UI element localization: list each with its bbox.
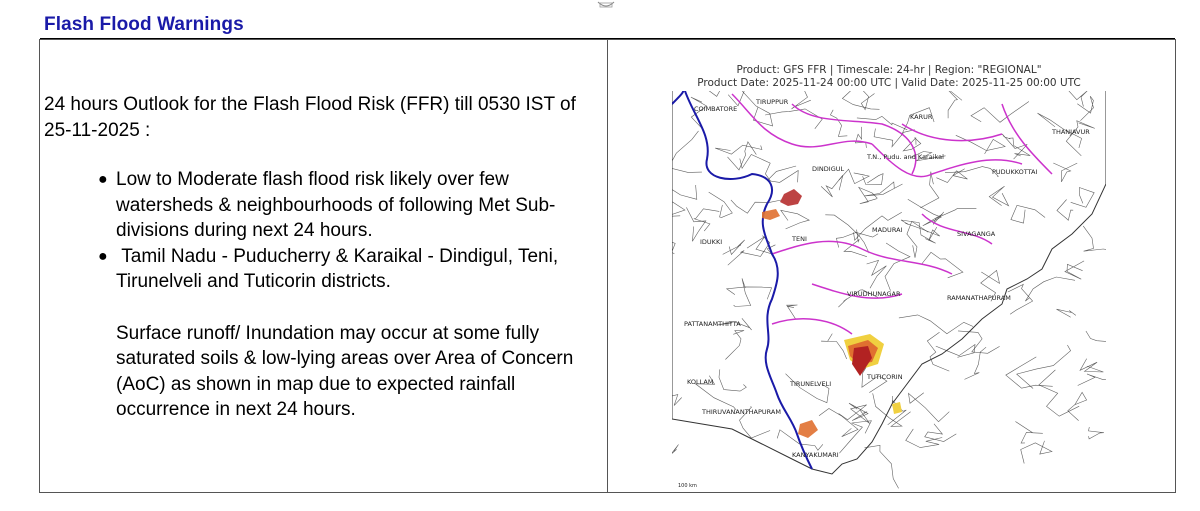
map-header-dates: Product Date: 2025-11-24 00:00 UTC | Valid Date: 2025-11-25 00:00 UTC: [697, 76, 1081, 89]
map-label-kollam: KOLLAM: [687, 378, 714, 386]
emblem-icon: [584, 0, 628, 10]
map-label-sivaganga: SIVAGANGA: [957, 230, 996, 238]
outlook-bullet-1: [72, 167, 604, 244]
map-label-kanyakumari: KANYAKUMARI: [792, 451, 839, 459]
ffr-map-canvas: [672, 64, 1106, 489]
map-label-pathanamthitta: PATTANAMTHITTA: [684, 320, 741, 328]
map-header-product: Product: GFS FFR | Timescale: 24-hr | Region: "REGIONAL": [736, 64, 1042, 76]
map-label-dindigul: DINDIGUL: [812, 165, 845, 173]
map-label-coimbatore: COIMBATORE: [694, 105, 738, 113]
map-label-tirunelveli: TIRUNELVELI: [790, 380, 832, 388]
ffr-map: [672, 64, 1106, 489]
table-column-divider: [607, 39, 608, 493]
outlook-bullets: [44, 167, 604, 295]
bullet-icon: ●: [98, 171, 108, 188]
map-label-ramanathapuram: RAMANATHAPURAM: [947, 294, 1011, 302]
map-label-thiruvananthapuram: THIRUVANANTHAPURAM: [702, 408, 781, 416]
bullet-icon: ●: [98, 247, 108, 265]
map-label-tuticorin: TUTICORIN: [867, 373, 903, 381]
inundation-note: Surface runoff/ Inundation may occur at some fully saturated soils & low-lying areas over Area of Concern (AoC) as shown in map due to expected rainfall occurrence in next 24 hours.: [116, 322, 574, 420]
outlook-cell: [44, 92, 604, 423]
outlook-bullet-text: Low to Moderate flash flood risk likely over few watersheds & neighbourhoods of following Met Sub-divisions during next 24 hours.: [116, 169, 556, 241]
map-label-scale: 100 km: [678, 483, 697, 489]
map-label-virudhunagar: VIRUDHUNAGAR: [847, 290, 901, 298]
section-title: Flash Flood Warnings: [44, 14, 244, 35]
map-label-pudukkottai: PUDUKKOTTAI: [992, 168, 1038, 176]
map-label-thanjavur: THANJAVUR: [1052, 128, 1090, 136]
map-label-tiruppur: TIRUPPUR: [756, 98, 789, 106]
map-label-karur: KARUR: [910, 113, 933, 121]
outlook-bullet-2: [72, 244, 604, 295]
outlook-heading: 24 hours Outlook for the Flash Flood Risk (FFR) till 0530 IST of 25-11-2025 :: [44, 94, 576, 141]
outlook-bullet-text: Tamil Nadu - Puducherry & Karaikal - Dindigul, Teni, Tirunelveli and Tuticorin districts.: [116, 245, 564, 292]
map-label-madurai: MADURAI: [872, 226, 903, 234]
map-label-teni: TENI: [792, 235, 807, 243]
map-header: [672, 64, 1106, 91]
map-label-idukki: IDUKKI: [700, 238, 723, 246]
map-label-tn: T.N., Pudu. and Karaikal: [867, 153, 944, 161]
